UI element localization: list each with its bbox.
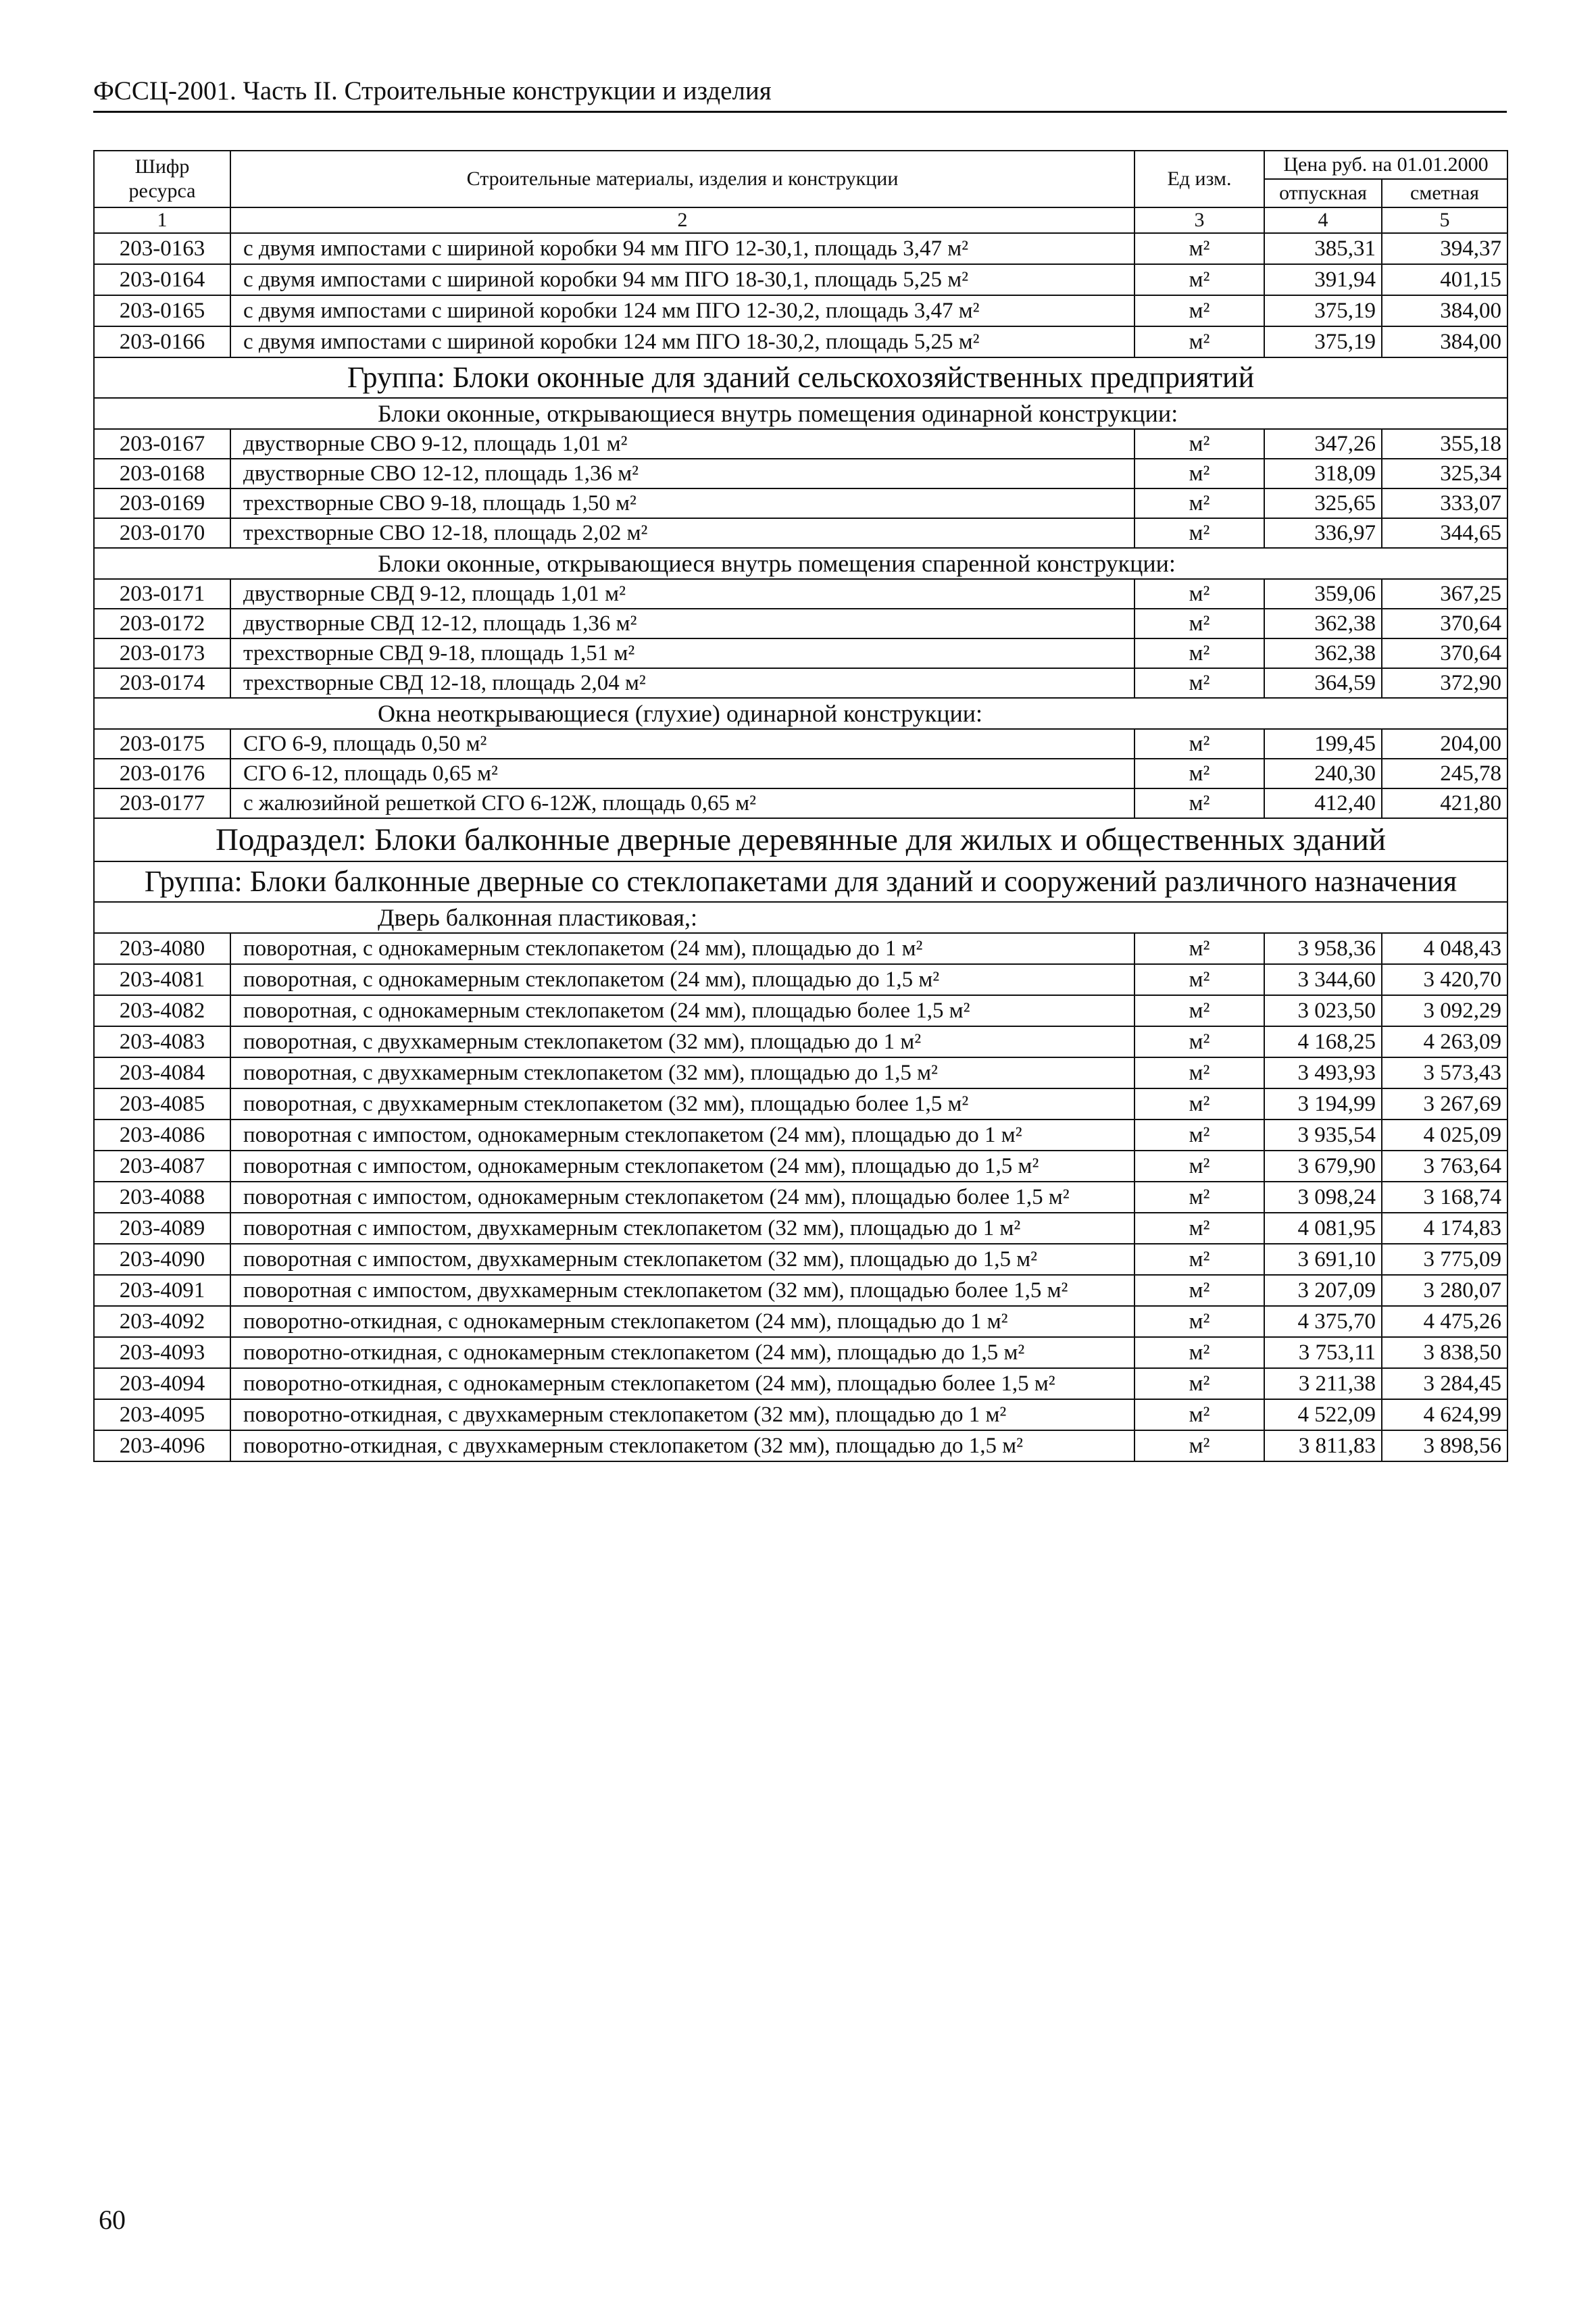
- release-price: 3 211,38: [1264, 1368, 1382, 1399]
- unit-cell: м²: [1134, 1244, 1264, 1275]
- unit-cell: м²: [1134, 1120, 1264, 1151]
- release-price: 240,30: [1264, 759, 1382, 788]
- resource-code: 203-0165: [94, 295, 230, 326]
- column-index: 1: [94, 207, 230, 233]
- table-row: [94, 1368, 1507, 1399]
- resource-code: 203-4082: [94, 995, 230, 1026]
- table-row: [94, 788, 1507, 818]
- estimate-price: 421,80: [1382, 788, 1507, 818]
- category-heading: Блоки оконные, открывающиеся внутрь помещения спаренной конструкции:: [230, 548, 1507, 579]
- estimate-price: 3 280,07: [1382, 1275, 1507, 1306]
- unit-cell: м²: [1134, 668, 1264, 698]
- group-heading-row: [94, 357, 1507, 398]
- table-row: [94, 964, 1507, 995]
- resource-code: 203-0166: [94, 326, 230, 357]
- resource-code: 203-0176: [94, 759, 230, 788]
- release-price: 3 194,99: [1264, 1088, 1382, 1120]
- unit-cell: м²: [1134, 1368, 1264, 1399]
- unit-cell: м²: [1134, 759, 1264, 788]
- item-name: поворотно-откидная, с двухкамерным стеклопакетом (32 мм), площадью до 1 м²: [230, 1399, 1134, 1430]
- resource-code: 203-0177: [94, 788, 230, 818]
- estimate-price: 3 092,29: [1382, 995, 1507, 1026]
- estimate-price: 3 267,69: [1382, 1088, 1507, 1120]
- release-price: 3 098,24: [1264, 1182, 1382, 1213]
- table-row: [94, 1120, 1507, 1151]
- item-name: поворотно-откидная, с однокамерным стеклопакетом (24 мм), площадью до 1 м²: [230, 1306, 1134, 1337]
- resource-code: 203-0164: [94, 264, 230, 295]
- estimate-price: 384,00: [1382, 326, 1507, 357]
- release-price: 199,45: [1264, 729, 1382, 759]
- item-name: поворотная с импостом, однокамерным стеклопакетом (24 мм), площадью до 1 м²: [230, 1120, 1134, 1151]
- table-row: [94, 729, 1507, 759]
- category-heading-row: [94, 698, 1507, 729]
- col-header-name: Строительные материалы, изделия и конструкции: [230, 151, 1134, 207]
- release-price: 3 811,83: [1264, 1430, 1382, 1461]
- resource-code: 203-4096: [94, 1430, 230, 1461]
- release-price: 3 679,90: [1264, 1151, 1382, 1182]
- release-price: 375,19: [1264, 295, 1382, 326]
- item-name: трехстворные СВО 12-18, площадь 2,02 м²: [230, 518, 1134, 548]
- unit-cell: м²: [1134, 638, 1264, 668]
- resource-code: 203-0170: [94, 518, 230, 548]
- resource-code: 203-4083: [94, 1026, 230, 1057]
- item-name: поворотная, с двухкамерным стеклопакетом (32 мм), площадью более 1,5 м²: [230, 1088, 1134, 1120]
- resource-code: 203-0173: [94, 638, 230, 668]
- table-row: [94, 933, 1507, 964]
- empty-code-cell: [94, 548, 230, 579]
- estimate-price: 4 263,09: [1382, 1026, 1507, 1057]
- table-row: [94, 1213, 1507, 1244]
- column-index: 4: [1264, 207, 1382, 233]
- page-number: 60: [99, 2205, 126, 2235]
- release-price: 3 753,11: [1264, 1337, 1382, 1368]
- unit-cell: м²: [1134, 295, 1264, 326]
- table-row: [94, 1182, 1507, 1213]
- estimate-price: 384,00: [1382, 295, 1507, 326]
- unit-cell: м²: [1134, 1337, 1264, 1368]
- release-price: 347,26: [1264, 429, 1382, 459]
- category-heading-row: [94, 548, 1507, 579]
- subsection-heading: Подраздел: Блоки балконные дверные деревянные для жилых и общественных зданий: [94, 818, 1507, 861]
- item-name: поворотная с импостом, двухкамерным стеклопакетом (32 мм), площадью более 1,5 м²: [230, 1275, 1134, 1306]
- resource-code: 203-4081: [94, 964, 230, 995]
- unit-cell: м²: [1134, 609, 1264, 638]
- item-name: поворотная, с однокамерным стеклопакетом (24 мм), площадью более 1,5 м²: [230, 995, 1134, 1026]
- item-name: с двумя импостами с шириной коробки 94 мм ПГО 18-30,1, площадь 5,25 м²: [230, 264, 1134, 295]
- estimate-price: 3 898,56: [1382, 1430, 1507, 1461]
- release-price: 325,65: [1264, 488, 1382, 518]
- item-name: трехстворные СВО 9-18, площадь 1,50 м²: [230, 488, 1134, 518]
- col-header-unit: Ед изм.: [1134, 151, 1264, 207]
- release-price: 3 207,09: [1264, 1275, 1382, 1306]
- subsection-heading-row: [94, 818, 1507, 861]
- unit-cell: м²: [1134, 729, 1264, 759]
- estimate-price: 204,00: [1382, 729, 1507, 759]
- resource-code: 203-4086: [94, 1120, 230, 1151]
- estimate-price: 344,65: [1382, 518, 1507, 548]
- col-header-price: Цена руб. на 01.01.2000: [1264, 151, 1507, 179]
- resource-code: 203-0163: [94, 233, 230, 264]
- resource-code: 203-0168: [94, 459, 230, 488]
- estimate-price: 401,15: [1382, 264, 1507, 295]
- table-row: [94, 1151, 1507, 1182]
- resource-code: 203-4095: [94, 1399, 230, 1430]
- table-row: [94, 995, 1507, 1026]
- estimate-price: 3 763,64: [1382, 1151, 1507, 1182]
- unit-cell: м²: [1134, 326, 1264, 357]
- item-name: с двумя импостами с шириной коробки 94 мм ПГО 12-30,1, площадь 3,47 м²: [230, 233, 1134, 264]
- release-price: 385,31: [1264, 233, 1382, 264]
- table-row: [94, 1399, 1507, 1430]
- unit-cell: м²: [1134, 995, 1264, 1026]
- unit-cell: м²: [1134, 1088, 1264, 1120]
- unit-cell: м²: [1134, 1275, 1264, 1306]
- estimate-price: 4 025,09: [1382, 1120, 1507, 1151]
- resource-code: 203-0171: [94, 579, 230, 609]
- release-price: 336,97: [1264, 518, 1382, 548]
- item-name: с двумя импостами с шириной коробки 124 мм ПГО 18-30,2, площадь 5,25 м²: [230, 326, 1134, 357]
- item-name: СГО 6-9, площадь 0,50 м²: [230, 729, 1134, 759]
- item-name: с двумя импостами с шириной коробки 124 мм ПГО 12-30,2, площадь 3,47 м²: [230, 295, 1134, 326]
- table-row: [94, 1430, 1507, 1461]
- item-name: поворотная, с однокамерным стеклопакетом (24 мм), площадью до 1,5 м²: [230, 964, 1134, 995]
- item-name: поворотная, с двухкамерным стеклопакетом (32 мм), площадью до 1,5 м²: [230, 1057, 1134, 1088]
- estimate-price: 3 284,45: [1382, 1368, 1507, 1399]
- empty-code-cell: [94, 698, 230, 729]
- release-price: 362,38: [1264, 609, 1382, 638]
- estimate-price: 245,78: [1382, 759, 1507, 788]
- resource-code: 203-0175: [94, 729, 230, 759]
- unit-cell: м²: [1134, 233, 1264, 264]
- estimate-price: 3 775,09: [1382, 1244, 1507, 1275]
- table-row: [94, 759, 1507, 788]
- category-heading-row: [94, 902, 1507, 933]
- release-price: 391,94: [1264, 264, 1382, 295]
- release-price: 3 493,93: [1264, 1057, 1382, 1088]
- release-price: 3 344,60: [1264, 964, 1382, 995]
- resource-code: 203-0174: [94, 668, 230, 698]
- empty-code-cell: [94, 398, 230, 429]
- item-name: двустворные СВД 9-12, площадь 1,01 м²: [230, 579, 1134, 609]
- estimate-price: 3 168,74: [1382, 1182, 1507, 1213]
- estimate-price: 4 624,99: [1382, 1399, 1507, 1430]
- estimate-price: 3 838,50: [1382, 1337, 1507, 1368]
- unit-cell: м²: [1134, 459, 1264, 488]
- item-name: с жалюзийной решеткой СГО 6-12Ж, площадь 0,65 м²: [230, 788, 1134, 818]
- item-name: поворотная с импостом, однокамерным стеклопакетом (24 мм), площадью более 1,5 м²: [230, 1182, 1134, 1213]
- release-price: 412,40: [1264, 788, 1382, 818]
- estimate-price: 367,25: [1382, 579, 1507, 609]
- release-price: 3 691,10: [1264, 1244, 1382, 1275]
- price-table: [93, 150, 1508, 1462]
- resource-code: 203-4085: [94, 1088, 230, 1120]
- col-header-estimate: сметная: [1382, 179, 1507, 207]
- resource-code: 203-4088: [94, 1182, 230, 1213]
- estimate-price: 370,64: [1382, 609, 1507, 638]
- table-row: [94, 668, 1507, 698]
- resource-code: 203-4090: [94, 1244, 230, 1275]
- table-head: [94, 151, 1507, 233]
- category-heading: Окна неоткрывающиеся (глухие) одинарной конструкции:: [230, 698, 1507, 729]
- resource-code: 203-0167: [94, 429, 230, 459]
- estimate-price: 3 420,70: [1382, 964, 1507, 995]
- unit-cell: м²: [1134, 1399, 1264, 1430]
- estimate-price: 4 475,26: [1382, 1306, 1507, 1337]
- item-name: двустворные СВО 9-12, площадь 1,01 м²: [230, 429, 1134, 459]
- unit-cell: м²: [1134, 1057, 1264, 1088]
- table-body: [94, 233, 1507, 1461]
- release-price: 3 958,36: [1264, 933, 1382, 964]
- item-name: двустворные СВО 12-12, площадь 1,36 м²: [230, 459, 1134, 488]
- table-row: [94, 1275, 1507, 1306]
- release-price: 359,06: [1264, 579, 1382, 609]
- table-row: [94, 326, 1507, 357]
- unit-cell: м²: [1134, 964, 1264, 995]
- estimate-price: 3 573,43: [1382, 1057, 1507, 1088]
- release-price: 4 375,70: [1264, 1306, 1382, 1337]
- unit-cell: м²: [1134, 579, 1264, 609]
- estimate-price: 4 048,43: [1382, 933, 1507, 964]
- estimate-price: 4 174,83: [1382, 1213, 1507, 1244]
- unit-cell: м²: [1134, 1430, 1264, 1461]
- release-price: 3 023,50: [1264, 995, 1382, 1026]
- table-row: [94, 1306, 1507, 1337]
- resource-code: 203-4089: [94, 1213, 230, 1244]
- unit-cell: м²: [1134, 1151, 1264, 1182]
- resource-code: 203-0172: [94, 609, 230, 638]
- release-price: 3 935,54: [1264, 1120, 1382, 1151]
- table-row: [94, 295, 1507, 326]
- resource-code: 203-4092: [94, 1306, 230, 1337]
- unit-cell: м²: [1134, 933, 1264, 964]
- resource-code: 203-4087: [94, 1151, 230, 1182]
- resource-code: 203-4094: [94, 1368, 230, 1399]
- estimate-price: 370,64: [1382, 638, 1507, 668]
- table-row: [94, 1026, 1507, 1057]
- table-row: [94, 459, 1507, 488]
- column-index-row: [94, 207, 1507, 233]
- item-name: поворотная, с однокамерным стеклопакетом (24 мм), площадью до 1 м²: [230, 933, 1134, 964]
- category-heading: Дверь балконная пластиковая,:: [230, 902, 1507, 933]
- group-heading-row: [94, 861, 1507, 902]
- category-heading-row: [94, 398, 1507, 429]
- resource-code: 203-4093: [94, 1337, 230, 1368]
- item-name: СГО 6-12, площадь 0,65 м²: [230, 759, 1134, 788]
- group-heading: Группа: Блоки балконные дверные со стеклопакетами для зданий и сооружений различного назначения: [94, 861, 1507, 902]
- item-name: двустворные СВД 12-12, площадь 1,36 м²: [230, 609, 1134, 638]
- empty-code-cell: [94, 902, 230, 933]
- resource-code: 203-4084: [94, 1057, 230, 1088]
- table-row: [94, 233, 1507, 264]
- estimate-price: 394,37: [1382, 233, 1507, 264]
- unit-cell: м²: [1134, 429, 1264, 459]
- release-price: 362,38: [1264, 638, 1382, 668]
- category-heading: Блоки оконные, открывающиеся внутрь помещения одинарной конструкции:: [230, 398, 1507, 429]
- item-name: поворотная с импостом, двухкамерным стеклопакетом (32 мм), площадью до 1 м²: [230, 1213, 1134, 1244]
- table-row: [94, 1057, 1507, 1088]
- unit-cell: м²: [1134, 518, 1264, 548]
- release-price: 318,09: [1264, 459, 1382, 488]
- table-row: [94, 264, 1507, 295]
- item-name: поворотная, с двухкамерным стеклопакетом (32 мм), площадью до 1 м²: [230, 1026, 1134, 1057]
- resource-code: 203-4080: [94, 933, 230, 964]
- estimate-price: 333,07: [1382, 488, 1507, 518]
- item-name: поворотная с импостом, однокамерным стеклопакетом (24 мм), площадью до 1,5 м²: [230, 1151, 1134, 1182]
- item-name: поворотная с импостом, двухкамерным стеклопакетом (32 мм), площадью до 1,5 м²: [230, 1244, 1134, 1275]
- unit-cell: м²: [1134, 1026, 1264, 1057]
- table-row: [94, 609, 1507, 638]
- release-price: 4 168,25: [1264, 1026, 1382, 1057]
- table-row: [94, 1088, 1507, 1120]
- resource-code: 203-0169: [94, 488, 230, 518]
- table-row: [94, 488, 1507, 518]
- item-name: трехстворные СВД 9-18, площадь 1,51 м²: [230, 638, 1134, 668]
- column-index: 3: [1134, 207, 1264, 233]
- item-name: поворотно-откидная, с двухкамерным стеклопакетом (32 мм), площадью до 1,5 м²: [230, 1430, 1134, 1461]
- release-price: 364,59: [1264, 668, 1382, 698]
- release-price: 4 522,09: [1264, 1399, 1382, 1430]
- table-row: [94, 518, 1507, 548]
- table-row: [94, 1337, 1507, 1368]
- unit-cell: м²: [1134, 1213, 1264, 1244]
- col-header-code: Шифр ресурса: [94, 151, 230, 207]
- table-row: [94, 429, 1507, 459]
- group-heading: Группа: Блоки оконные для зданий сельскохозяйственных предприятий: [94, 357, 1507, 398]
- unit-cell: м²: [1134, 1306, 1264, 1337]
- item-name: трехстворные СВД 12-18, площадь 2,04 м²: [230, 668, 1134, 698]
- unit-cell: м²: [1134, 788, 1264, 818]
- estimate-price: 355,18: [1382, 429, 1507, 459]
- estimate-price: 325,34: [1382, 459, 1507, 488]
- table-row: [94, 1244, 1507, 1275]
- resource-code: 203-4091: [94, 1275, 230, 1306]
- unit-cell: м²: [1134, 1182, 1264, 1213]
- column-index: 5: [1382, 207, 1507, 233]
- table-row: [94, 579, 1507, 609]
- col-header-release: отпускная: [1264, 179, 1382, 207]
- item-name: поворотно-откидная, с однокамерным стеклопакетом (24 мм), площадью до 1,5 м²: [230, 1337, 1134, 1368]
- estimate-price: 372,90: [1382, 668, 1507, 698]
- page-header: ФССЦ-2001. Часть II. Строительные конструкции и изделия: [93, 76, 1507, 113]
- release-price: 4 081,95: [1264, 1213, 1382, 1244]
- unit-cell: м²: [1134, 488, 1264, 518]
- column-index: 2: [230, 207, 1134, 233]
- unit-cell: м²: [1134, 264, 1264, 295]
- table-row: [94, 638, 1507, 668]
- release-price: 375,19: [1264, 326, 1382, 357]
- item-name: поворотно-откидная, с однокамерным стеклопакетом (24 мм), площадью более 1,5 м²: [230, 1368, 1134, 1399]
